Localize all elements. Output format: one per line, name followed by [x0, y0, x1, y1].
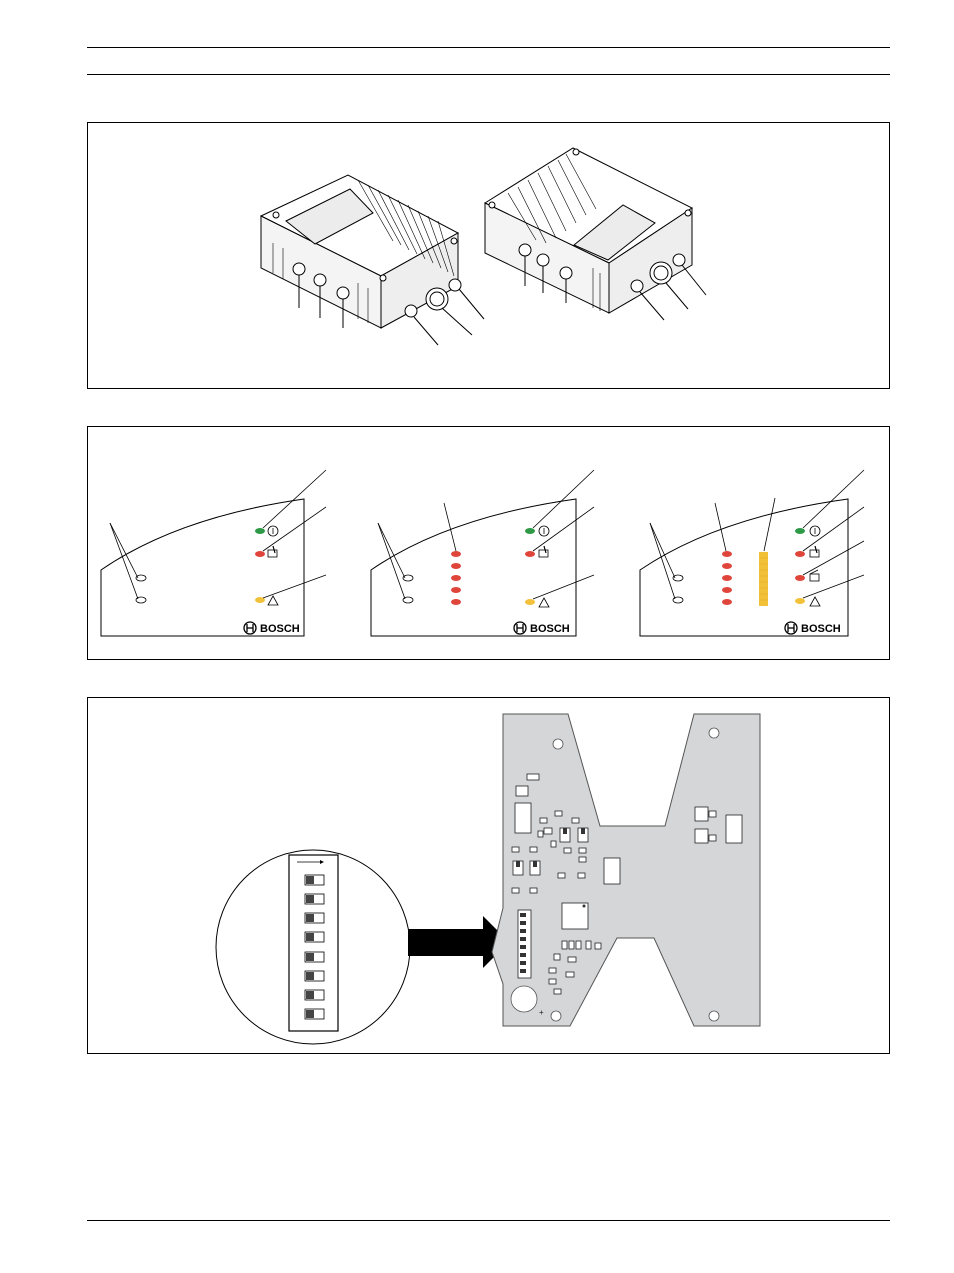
header-rule-top: [87, 47, 890, 48]
led-panels-drawing: [88, 427, 891, 661]
led-panel-2: [371, 470, 594, 636]
brand-label: BOSCH: [260, 623, 300, 635]
figure-pcb-dipswitch: [87, 697, 890, 1054]
led-panel-1: [101, 470, 326, 636]
led-red: [255, 551, 265, 557]
housing-right: [485, 148, 706, 320]
pcb-board: [492, 714, 760, 1026]
pointer-arrow: [408, 916, 509, 968]
led-green: [255, 528, 265, 534]
brand-label: BOSCH: [801, 623, 841, 635]
figure-led-panels: [87, 426, 890, 660]
header-rule-bottom: [87, 74, 890, 75]
pcb-drawing: [88, 698, 891, 1055]
dip-switch-magnified: [216, 850, 410, 1044]
led-bargraph-yellow: [759, 552, 768, 606]
pcb-polarity-mark: +: [539, 1008, 544, 1017]
led-off-1: [136, 575, 146, 581]
figure-housings: [87, 122, 890, 389]
led-panel-3: [640, 470, 864, 636]
footer-rule: [87, 1220, 890, 1221]
housing-left: [261, 175, 484, 345]
brand-label: BOSCH: [530, 623, 570, 635]
housings-drawing: [88, 123, 891, 390]
